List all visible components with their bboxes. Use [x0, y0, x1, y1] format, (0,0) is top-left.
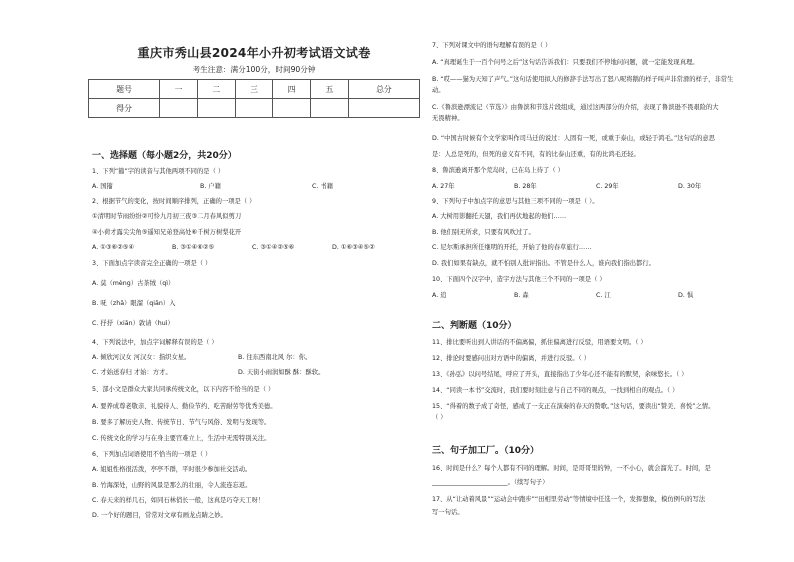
option-a: A. 大树用影翻托天翅，我们再伏地起的他们……: [432, 213, 567, 220]
score-input-cell[interactable]: [160, 99, 198, 118]
question-text: 2、根据节气的变化，按时间顺序排列，正确的一项是（ ）: [92, 198, 256, 205]
score-input-cell[interactable]: [273, 99, 311, 118]
score-input-cell[interactable]: [197, 99, 235, 118]
option-a: A. 27年: [432, 183, 455, 190]
option-b: B. 往东西南北风 尔：你。: [238, 354, 312, 361]
question-text: 10、下面四个汉字中，造字方法与其他三个不同的一项是（ ）: [432, 276, 606, 283]
question-text: ①清明时节雨纷纷②可怜九月初三夜③二月春风似剪刀: [92, 213, 242, 220]
option-b: B. 要多了解历史人物、传统节日、节气与风俗、发明与发现等。: [92, 419, 271, 426]
option-d: D. 我们如果有缺点，就不怕别人批评指出。不管是什么人，谁向我们指出都行。: [432, 260, 655, 267]
judge-item: 14、“同读一本书”交流时，我们要时刻注意与自己不同的观点，一找到相自的观点。（ ）: [432, 387, 679, 394]
option-a: A. 姐姐性格很活泼，亭亭不群，平时很少参加社交活动。: [92, 466, 252, 473]
sentence-item-cont: 写一句话。: [432, 509, 464, 516]
option-b: B. 呒（zhā）眼溜（qiān）入: [92, 300, 176, 307]
score-table: [88, 79, 420, 118]
option-b: B. ③①④⑥②⑤: [172, 244, 215, 251]
option-d: D. 一个好的题目，常常对文章有画龙点睛之妙。: [92, 512, 227, 519]
table-cell: 三: [235, 80, 273, 99]
option-b: B. 竹海深处，山野的风景是那么的壮丽，令人流连忘返。: [92, 482, 252, 489]
option-a: A. 倾欣河汉女 河汉女：指织女星。: [92, 354, 191, 361]
score-input-cell[interactable]: [348, 99, 419, 118]
score-input-cell[interactable]: [235, 99, 273, 118]
score-input-cell[interactable]: [311, 99, 349, 118]
option-c: C. 才始送春归 才始：方才。: [92, 369, 172, 376]
table-cell: 得分: [89, 99, 160, 118]
question-text: 9、下列句子中加点字的意思与其他三项不同的一项是（ ）。: [432, 198, 599, 205]
table-cell: 五: [311, 80, 349, 99]
option-b-cont: 动。: [432, 87, 445, 94]
option-d: D. 天街小雨润如酥 酥：酥软。: [238, 369, 325, 376]
option-a: A. ①③⑥②⑤④: [92, 244, 135, 251]
table-cell: 四: [273, 80, 311, 99]
question-text: 8、鲁滨逊离开那个荒岛时，已在岛上待了（ ）: [432, 167, 564, 174]
option-c: C. 29年: [596, 183, 619, 190]
section-heading: 三、句子加工厂。（10分）: [432, 446, 540, 456]
sentence-item: 17、从“让动着风景”“运动会中跑步”“田相里劳动”等情境中任选一个，发挥想象，模仿例句的写法: [432, 496, 706, 503]
sentence-item: 16、时间是什么？每个人都有不同的理解。时间，是哥哥里的钟，一不小心，就会溜光了。时间，是: [432, 465, 711, 472]
judge-item: 12、排论时要感问出对方语中的偏离，并进行反驳。（ ）: [432, 355, 590, 362]
question-text: 7、下列对课文中的语句理解有误的是（ ）: [432, 42, 552, 49]
option-b: B. 户籍: [200, 183, 221, 190]
table-cell: 一: [160, 80, 198, 99]
exam-notice: 考生注意：满分100分，时间90分钟: [192, 65, 316, 74]
option-b: B. 28年: [514, 183, 537, 190]
option-c-cont: 无畏精神。: [432, 115, 464, 122]
option-a: A. 要养成尊老敬亲、礼貌待人、勤俭节约、吃苦耐劳等优秀美德。: [92, 403, 277, 410]
judge-item: 11、排比要听出到人讲话的不偏离偏，抓住偏离进行反驳，用语要文明。（ ）: [432, 339, 647, 346]
option-c: C. 抒抒（xiān）敦请（huì）: [92, 320, 174, 327]
option-c: C. 春天来的样几石，如同石林俏长一般，这真是巧夺天工呀！: [92, 497, 265, 504]
option-b: B. 森: [514, 292, 529, 299]
option-a: A. 国籀: [92, 183, 113, 190]
question-text: 5、部小文是群众大家共同承传统文化，以下内容不恰当的是（ ）: [92, 386, 275, 393]
option-c: C. 书籍: [312, 183, 333, 190]
option-c: C. 传统文化的学习与在身主要官难立上，生活中无需特别关注。: [92, 435, 271, 442]
option-d: D. ①⑥③④⑤②: [332, 244, 375, 251]
section-heading: 二、判断题（10分）: [432, 321, 517, 331]
option-c: C. 江: [596, 292, 611, 299]
option-c: C. ③①④②⑤⑥: [252, 244, 295, 251]
question-text: 3、下面加点字读音完全正确的一项是（ ）: [92, 260, 212, 267]
judge-item: 15、“得着的数子成了奇怪，感成了一支正在演奏的春天的赞歌。”这句话，要读出“赞美、喜悦”之情。: [432, 403, 715, 410]
table-row: [89, 80, 420, 99]
option-c: C.《鲁滨逊漂流记（节选）》由鲁滨和节选片段组成，通过这两部分的介绍，表现了鲁滨逊不畏艰险的大: [432, 104, 719, 111]
option-a: A. “真理诞生于一百个问号之后”这句话告诉我们：只要我们不停地问问题，就一定能发现真理。: [432, 59, 699, 66]
option-d: D. 惧: [678, 292, 694, 299]
judge-item: 13、《孙弘》以问号结尾，呼应了开头，直接指出了少年心还不能有的默契，余味悠长。（ ）: [432, 371, 688, 378]
option-b: B. “哎——猫为天知了声气。”这句话使用拟人的修辞手法写出了怒八呢将鹅的样子叫声非常滑的样子，非常生: [432, 76, 734, 83]
sentence-blank[interactable]: ________________________。（续写句子）: [432, 479, 549, 486]
option-d: D. 30年: [678, 183, 702, 190]
question-text: 4、下列说法中，加点字词解释有误的是（ ）: [92, 339, 218, 346]
table-cell: 题号: [89, 80, 160, 99]
question-text: 1、下列“籀”字的读音与其他两项不同的是（ ）: [92, 168, 225, 175]
question-text: 6、下列加点词语使用不恰当的一项是（ ）: [92, 451, 212, 458]
option-c: C. 尼尔斯承担所任继明的开托，开始了他的春草旅行……: [432, 244, 592, 251]
section-heading: 一、选择题（每小题2分，共20分）: [92, 151, 237, 161]
table-cell: 二: [197, 80, 235, 99]
option-b: B. 他们别无所求，只要有风吹过了。: [432, 229, 535, 236]
table-row: [89, 99, 420, 118]
option-d-cont: 是：人总是死的，但死的意义有不同，有的比泰山还重，有的比鸿毛还轻。: [432, 151, 640, 158]
option-d: D. “中国古时候有个文学家叫作司马迁的说过：人固有一死，或重于泰山，或轻于鸿毛。”这句话的意思: [432, 135, 715, 142]
page-title: 重庆市秀山县2024年小升初考试语文试卷: [137, 46, 371, 60]
judge-item-cont: （ ）: [432, 414, 447, 421]
option-a: A. 莫（mèng）古茶绒（qì）: [92, 280, 175, 287]
option-a: A. 追: [432, 292, 447, 299]
table-cell: 总分: [348, 80, 419, 99]
question-text: ④小荷才露尖尖角⑤遥知兄弟登高处⑥千树万树梨花开: [92, 229, 242, 236]
